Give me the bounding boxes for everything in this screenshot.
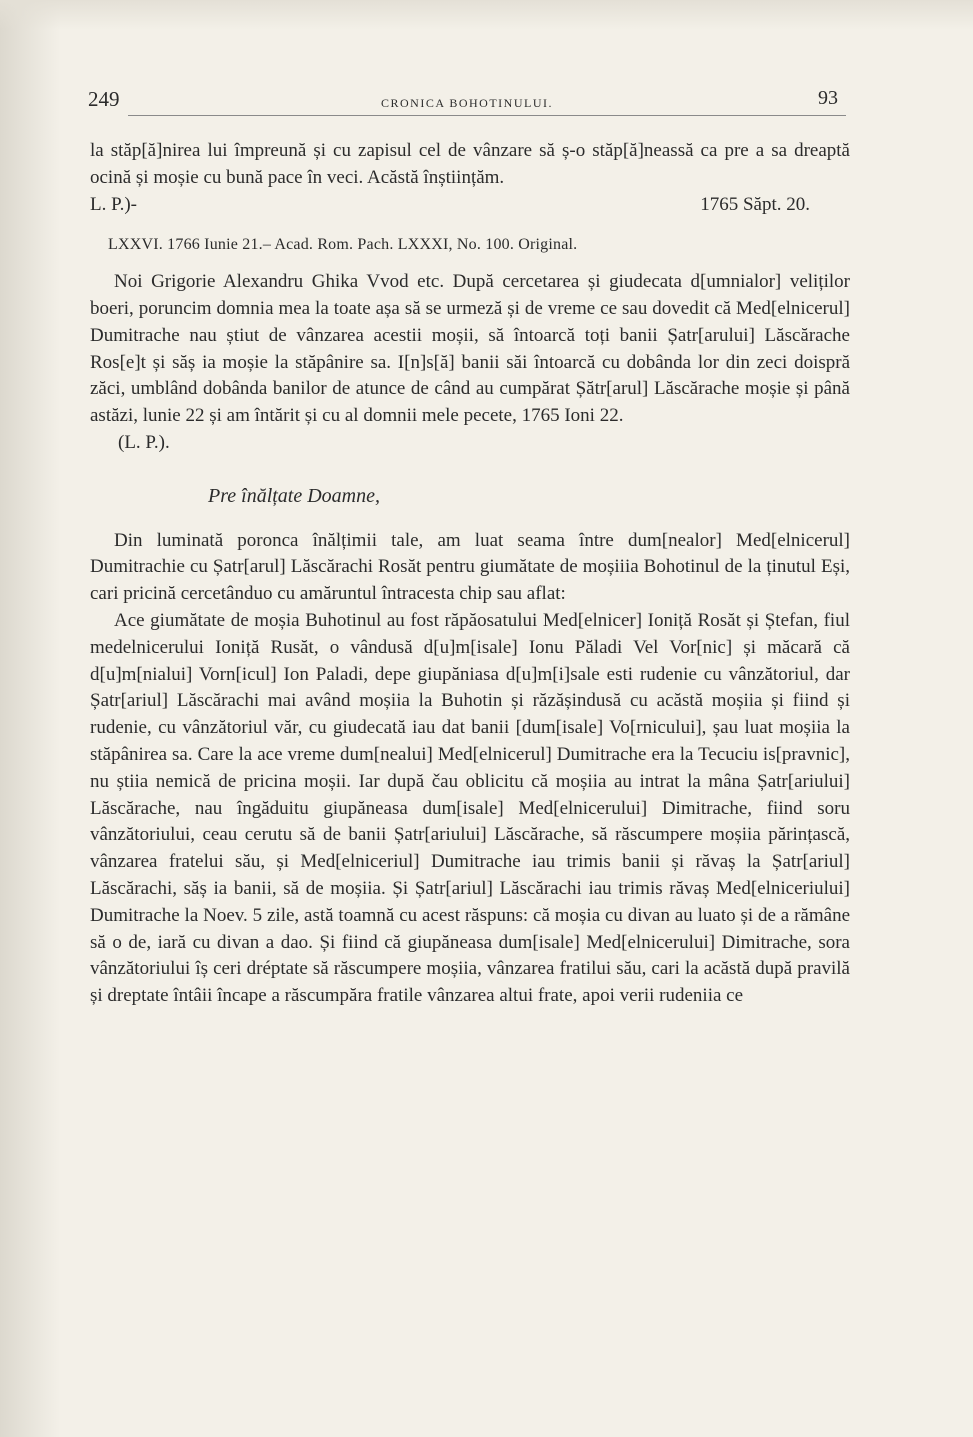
page-top-shadow [0,0,973,30]
document-body [90,138,850,1010]
header-rule [128,115,846,116]
document-1-date: 1765 Săpt. 20. [700,193,810,215]
page-header [88,88,846,116]
document-2-reference: LXXVI. 1766 Iunie 21.– Acad. Rom. Pach. LXXXI, No. 100. Original. [108,236,578,254]
page-number-right: 93 [818,87,838,109]
page-number-left: 249 [88,87,120,111]
document-1-text: la stăp[ă]nirea lui împreună și cu zapisul cel de vânzare să ș-o stăp[ă]neassă ca pre a sa dreaptă ocină și moșie cu bună pace în veci. Acăstă înștiințăm. [90,140,850,188]
document-3-paragraph-2: Ace giumătate de moșia Buhotinul au fost răpăosatului Med[elnicer] Ioniță Rosăt și Ștefan, fiul medelnicerului Ioniță Rusăt, o vândusă d[u]m[isale] Ionu Păladi Vel Vor[nic] și măcară că d[u]m[nialui] Vorn[icul] Ion Paladi, depe giupăniasa d[u]m[i]sale esti rudenie cu vânzătoriul, dar Șatr[ariul] Lăscărachi mai având moșiia la Buhotin și răzășindusă cu acăstă moșiia și fiind și rudenie, cu vânzătoriul văr, cu giudecată iau dat banii [dum[isale] Vo[rnicului], șau luat moșiia la stăpânirea sa. Care la ace vreme dum[nealui] Med[elnicerul] Dumitrache era la Tecuciu is[pravnic], nu știia nemică de pricina moșii. Iar după čau oblicitu că moșiia au intrat la mâna Șatr[ariului] Lăscărache, nau îngăduitu giupăneasa dum[isale] Med[elnicerului] Dimitrache, fiind soru vânzătoriului, ceau cerutu să de banii Șatr[ariului] Lăscărache, să răscumpere moșiia părințască, vânzarea fratelui său, și Med[elniceriul] Dumitrache iau trimis banii și răvaș la Șatr[ariul] Lăscărachi, săș ia banii, să de moșiia. Și Șatr[ariul] Lăscărachi iau trimis răvaș Med[elniceriului] Dumitrache la Noev. 5 zile, astă toamnă cu acest răspuns: că moșia cu divan au luato și de a rămâne să o de, iară cu divan a dao. Și fiind că giupăneasa dum[isale] Med[elnicerului] Dimitrache, sora vânzătoriului îș ceri dréptate să răscumpere moșiia, vânzarea fratilui său, cari la acăstă după pravilă și dreptate întâii încape a răscumpăra fratile vânzarea altui frate, apoi verii rudeniia ce [90,609,850,1007]
document-2-text: Noi Grigorie Alexandru Ghika Vvod etc. După cercetarea și giudecata d[umnialor] veliților boeri, poruncim domnia mea la toate așa să se urmeză și de vreme ce sau dovedit că Med[elnicerul] Dumitrache nau știut de vânzarea acestii moșii, să întoarcă toți banii Șatr[arului] Lăscărache Ros[e]t și săș ia moșie la stăpânire sa. I[n]s[ă] banii săi întoarcă cu dobânda lor din zeci doispră zăci, umblând dobânda banilor de atunce de când au cumpărat Șătr[arul] Lăscărache moșie și până astăzi, lunie 22 și am întărit și cu al domnii mele pecete, 1765 Ioni 22. [90,271,850,427]
document-3-heading: Pre înălțate Doamne, [208,484,381,507]
document-2-seal: (L. P.). [118,431,170,453]
page-edge-shadow [0,0,60,1437]
document-1-closing [90,192,850,219]
document-1-seal: L. P.)- [90,193,137,215]
running-title: CRONICA BOHOTINULUI. [381,96,553,110]
document-3-paragraph-1: Din luminată poronca înălțimii tale, am luat seama între dum[nealor] Med[elnicerul] Dumitrachie cu Șatr[arul] Lăscărachi Rosăt pentru giumătate de moșiiia Bohotinul de la ținutul Eși, cari pricină cercetânduo cu amăruntul întracesta chip sau aflat: [90,529,850,605]
